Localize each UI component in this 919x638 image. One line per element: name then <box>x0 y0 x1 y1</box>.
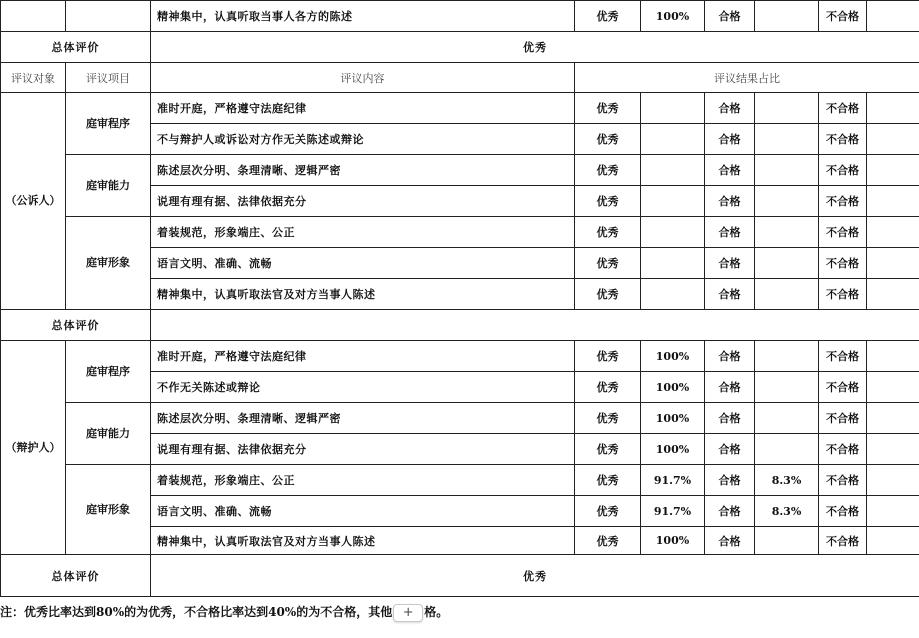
total-row <box>1 32 919 63</box>
pass-label: 合格 <box>705 155 755 186</box>
fail-pct <box>867 434 919 465</box>
footnote <box>0 600 448 624</box>
content-cell: 语言文明、准确、流畅 <box>151 248 575 279</box>
fail-label: 不合格 <box>819 527 867 555</box>
excellent-pct <box>641 279 705 310</box>
header-target: 评议对象 <box>1 63 66 93</box>
excellent-pct <box>641 186 705 217</box>
item-cell: 庭审形象 <box>66 465 151 555</box>
empty-cell <box>66 1 151 32</box>
excellent-label: 优秀 <box>575 434 641 465</box>
pass-label: 合格 <box>705 1 755 32</box>
fail-label: 不合格 <box>819 434 867 465</box>
content-cell: 不作无关陈述或辩论 <box>151 372 575 403</box>
pass-label: 合格 <box>705 372 755 403</box>
table-row <box>1 217 919 248</box>
pass-label: 合格 <box>705 124 755 155</box>
pass-pct <box>755 186 819 217</box>
table-row <box>1 465 919 496</box>
pass-label: 合格 <box>705 186 755 217</box>
target-defender: （辩护人） <box>1 341 66 555</box>
fail-pct <box>867 341 919 372</box>
pass-label: 合格 <box>705 496 755 527</box>
header-item: 评议项目 <box>66 63 151 93</box>
excellent-label: 优秀 <box>575 496 641 527</box>
pass-label: 合格 <box>705 465 755 496</box>
excellent-label: 优秀 <box>575 93 641 124</box>
content-cell: 精神集中，认真听取法官及对方当事人陈述 <box>151 527 575 555</box>
pass-pct <box>755 93 819 124</box>
pass-label: 合格 <box>705 93 755 124</box>
fail-pct <box>867 403 919 434</box>
fail-label: 不合格 <box>819 465 867 496</box>
excellent-pct <box>641 217 705 248</box>
fail-pct <box>867 93 919 124</box>
excellent-label: 优秀 <box>575 1 641 32</box>
footnote-text: 注：优秀比率达到80%的为优秀，不合格比率达到40%的为不合格，其他 <box>0 605 393 619</box>
pass-pct <box>755 341 819 372</box>
header-content: 评议内容 <box>151 63 575 93</box>
fail-pct <box>867 465 919 496</box>
excellent-pct <box>641 124 705 155</box>
pass-pct <box>755 155 819 186</box>
item-cell: 庭审形象 <box>66 217 151 310</box>
table-row <box>1 341 919 372</box>
content-cell: 着装规范，形象端庄、公正 <box>151 217 575 248</box>
target-prosecutor: （公诉人） <box>1 93 66 310</box>
pass-label: 合格 <box>705 279 755 310</box>
pass-label: 合格 <box>705 217 755 248</box>
header-result: 评议结果占比 <box>575 63 919 93</box>
fail-label: 不合格 <box>819 155 867 186</box>
fail-label: 不合格 <box>819 341 867 372</box>
fail-label: 不合格 <box>819 93 867 124</box>
excellent-pct: 100% <box>641 1 705 32</box>
content-cell: 不与辩护人或诉讼对方作无关陈述或辩论 <box>151 124 575 155</box>
pass-pct <box>755 217 819 248</box>
pass-label: 合格 <box>705 434 755 465</box>
content-cell: 着装规范，形象端庄、公正 <box>151 465 575 496</box>
excellent-label: 优秀 <box>575 217 641 248</box>
total-label: 总体评价 <box>1 32 151 63</box>
total-value: 优秀 <box>151 555 919 597</box>
item-cell: 庭审能力 <box>66 403 151 465</box>
content-cell: 准时开庭，严格遵守法庭纪律 <box>151 93 575 124</box>
plus-icon[interactable]: + <box>393 604 423 622</box>
total-row <box>1 310 919 341</box>
excellent-pct <box>641 93 705 124</box>
pass-pct <box>755 434 819 465</box>
pass-pct <box>755 527 819 555</box>
fail-pct <box>867 372 919 403</box>
excellent-label: 优秀 <box>575 124 641 155</box>
total-label: 总体评价 <box>1 310 151 341</box>
total-value: 优秀 <box>151 32 919 63</box>
pass-pct: 8.3% <box>755 465 819 496</box>
excellent-pct: 91.7% <box>641 465 705 496</box>
pass-pct <box>755 372 819 403</box>
pass-label: 合格 <box>705 527 755 555</box>
pass-pct <box>755 248 819 279</box>
content-cell: 陈述层次分明、条理清晰、逻辑严密 <box>151 155 575 186</box>
content-cell: 语言文明、准确、流畅 <box>151 496 575 527</box>
fail-pct <box>867 155 919 186</box>
footnote-text-end: 格。 <box>424 605 449 619</box>
excellent-label: 优秀 <box>575 186 641 217</box>
content-cell: 精神集中，认真听取当事人各方的陈述 <box>151 1 575 32</box>
fail-label: 不合格 <box>819 403 867 434</box>
content-cell: 精神集中，认真听取法官及对方当事人陈述 <box>151 279 575 310</box>
fail-label: 不合格 <box>819 372 867 403</box>
item-cell: 庭审程序 <box>66 341 151 403</box>
fail-pct <box>867 186 919 217</box>
table-row <box>1 403 919 434</box>
excellent-label: 优秀 <box>575 465 641 496</box>
excellent-pct: 100% <box>641 434 705 465</box>
content-cell: 准时开庭，严格遵守法庭纪律 <box>151 341 575 372</box>
excellent-label: 优秀 <box>575 248 641 279</box>
item-cell: 庭审能力 <box>66 155 151 217</box>
fail-label: 不合格 <box>819 1 867 32</box>
excellent-pct <box>641 155 705 186</box>
excellent-pct: 100% <box>641 527 705 555</box>
pass-label: 合格 <box>705 248 755 279</box>
total-value <box>151 310 919 341</box>
total-row <box>1 555 919 597</box>
excellent-pct <box>641 248 705 279</box>
fail-label: 不合格 <box>819 217 867 248</box>
fail-pct <box>867 124 919 155</box>
empty-cell <box>1 1 66 32</box>
pass-label: 合格 <box>705 403 755 434</box>
header-row <box>1 63 919 93</box>
excellent-label: 优秀 <box>575 155 641 186</box>
fail-pct <box>867 527 919 555</box>
excellent-pct: 100% <box>641 372 705 403</box>
table-row <box>1 93 919 124</box>
excellent-pct: 91.7% <box>641 496 705 527</box>
item-cell: 庭审程序 <box>66 93 151 155</box>
content-cell: 说理有理有据、法律依据充分 <box>151 186 575 217</box>
fail-label: 不合格 <box>819 186 867 217</box>
pass-pct <box>755 279 819 310</box>
fail-label: 不合格 <box>819 124 867 155</box>
fail-pct <box>867 248 919 279</box>
excellent-pct: 100% <box>641 403 705 434</box>
excellent-label: 优秀 <box>575 372 641 403</box>
excellent-label: 优秀 <box>575 341 641 372</box>
pass-pct: 8.3% <box>755 496 819 527</box>
fail-pct <box>867 217 919 248</box>
fail-pct <box>867 496 919 527</box>
pass-pct <box>755 1 819 32</box>
pass-pct <box>755 403 819 434</box>
fail-label: 不合格 <box>819 496 867 527</box>
fail-pct <box>867 279 919 310</box>
content-cell: 说理有理有据、法律依据充分 <box>151 434 575 465</box>
content-cell: 陈述层次分明、条理清晰、逻辑严密 <box>151 403 575 434</box>
fail-label: 不合格 <box>819 279 867 310</box>
excellent-label: 优秀 <box>575 279 641 310</box>
fail-label: 不合格 <box>819 248 867 279</box>
top-row <box>1 1 919 32</box>
total-label: 总体评价 <box>1 555 151 597</box>
fail-pct <box>867 1 919 32</box>
table-row <box>1 155 919 186</box>
pass-pct <box>755 124 819 155</box>
pass-label: 合格 <box>705 341 755 372</box>
excellent-pct: 100% <box>641 341 705 372</box>
excellent-label: 优秀 <box>575 527 641 555</box>
excellent-label: 优秀 <box>575 403 641 434</box>
